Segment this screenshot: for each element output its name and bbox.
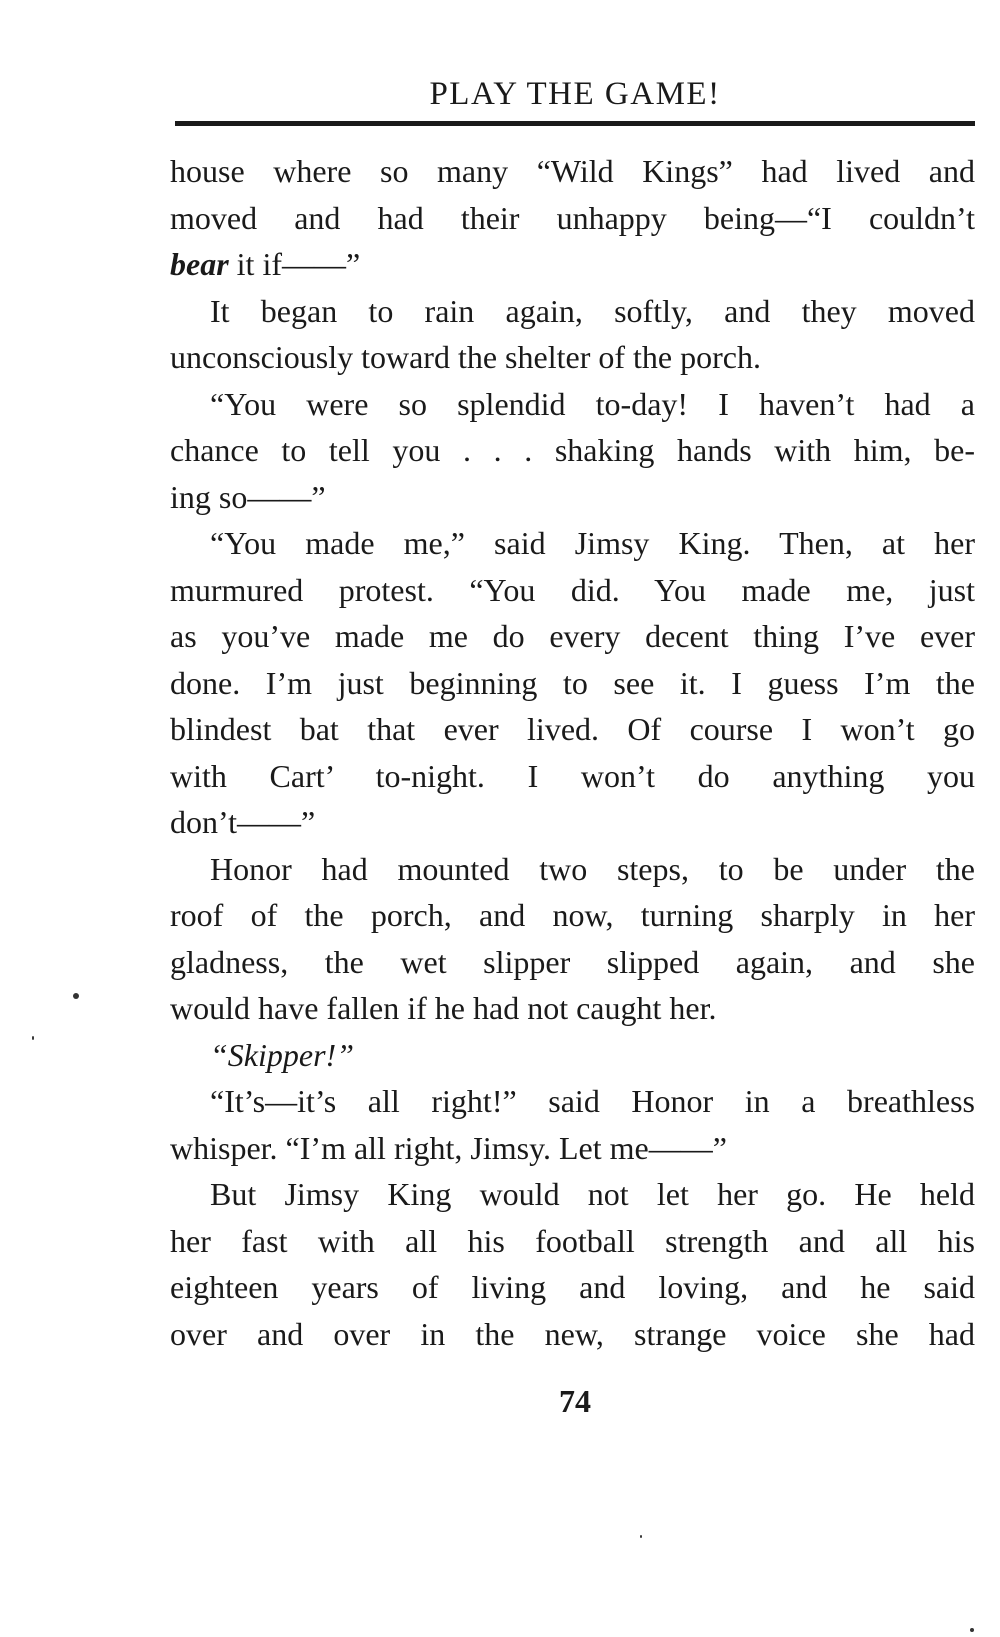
text-line: chance to tell you . . . shaking hands with him, be- (170, 432, 975, 468)
paragraph-8 (170, 1171, 975, 1357)
text-line: gladness, the wet slipper slipped again, and she (170, 943, 975, 980)
text-line: done. I’m just beginning to see it. I guess I’m the (170, 664, 975, 701)
body-text (170, 148, 975, 1357)
text-line: It began to rain again, softly, and they moved (210, 292, 975, 329)
text-line: house where so many “Wild Kings” had lived and (170, 153, 975, 189)
text-line: blindest bat that ever lived. Of course I won’t go (170, 711, 975, 747)
running-head-title: PLAY THE GAME! (429, 76, 721, 112)
text-line: Honor had mounted two steps, to be under the (210, 850, 975, 887)
scan-speck (970, 1628, 974, 1632)
paragraph-1 (170, 148, 975, 288)
text-line: moved and had their unhappy being—“I couldn’t (170, 199, 975, 236)
scan-speck (32, 1036, 34, 1040)
paragraph-3 (170, 381, 975, 521)
text-line: But Jimsy King would not let her go. He held (210, 1176, 975, 1212)
text-line: “You made me,” said Jimsy King. Then, at her (210, 525, 975, 561)
text-line: as you’ve made me do every decent thing I’ve ever (170, 618, 975, 654)
text-line: “It’s—it’s all right!” said Honor in a breathless (210, 1083, 975, 1119)
text-line: whisper. “I’m all right, Jimsy. Let me——” (170, 1129, 727, 1166)
text-line (170, 241, 975, 288)
text-line: don’t——” (170, 804, 316, 840)
paragraph-4 (170, 520, 975, 846)
emphasis-word: bear (170, 246, 229, 282)
paragraph-7 (170, 1078, 975, 1171)
text-line: “You were so splendid to-day! I haven’t had a (210, 385, 975, 422)
text-line: unconsciously toward the shelter of the porch. (170, 339, 761, 375)
scan-speck (73, 993, 79, 999)
text-line: her fast with all his football strength and all his (170, 1222, 975, 1259)
scan-speck (640, 1535, 642, 1538)
text-line: over and over in the new, strange voice she had (170, 1315, 975, 1352)
paragraph-2 (170, 288, 975, 381)
text-line: would have fallen if he had not caught her. (170, 990, 717, 1026)
text-line: ing so——” (170, 478, 326, 515)
paragraph-5 (170, 846, 975, 1032)
paragraph-6 (170, 1032, 975, 1079)
text-line: with Cart’ to-night. I won’t do anything you (170, 757, 975, 794)
text-line: eighteen years of living and loving, and he said (170, 1269, 975, 1305)
header-rule (175, 121, 975, 126)
text-line: “Skipper!” (210, 1036, 354, 1073)
text-line: murmured protest. “You did. You made me, just (170, 571, 975, 608)
page-number: 74 (559, 1383, 591, 1419)
text-run: it if——” (228, 246, 361, 282)
text-line: roof of the porch, and now, turning sharply in her (170, 897, 975, 933)
